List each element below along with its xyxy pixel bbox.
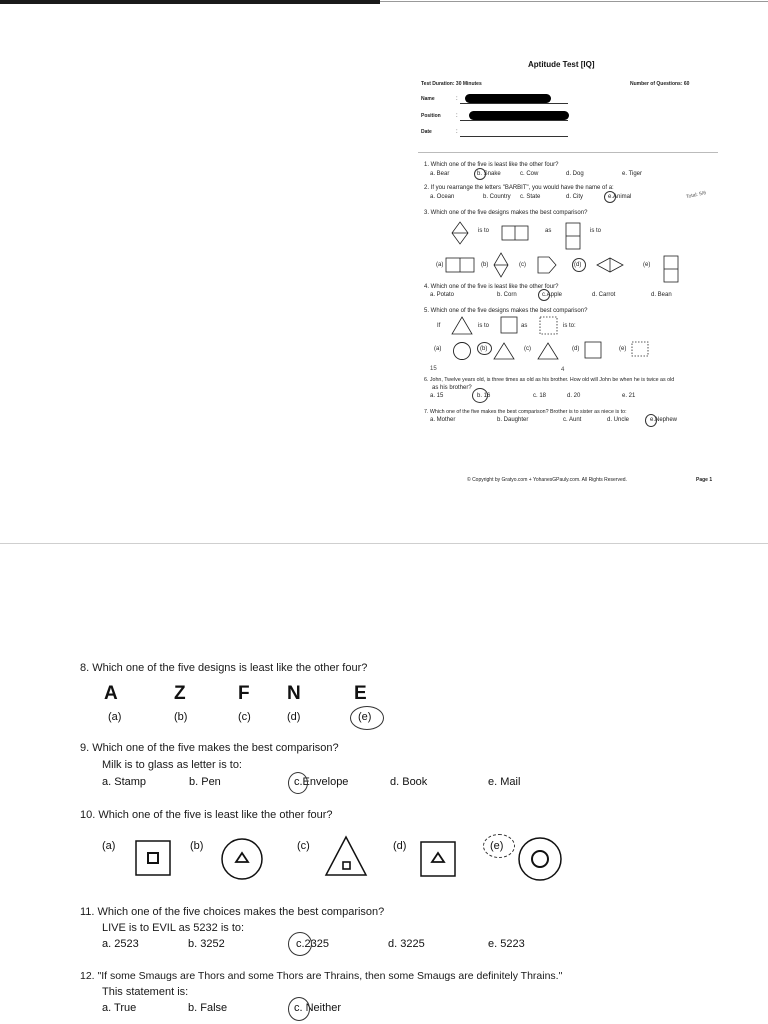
q10-option-b-circle-icon (221, 838, 263, 880)
q8-label-e[interactable]: (e) (358, 711, 372, 723)
q5-triangle-icon (452, 317, 472, 334)
q12-text: 12. "If some Smaugs are Thors and some Thors are Thrains, then some Smaugs are definitely Thrains." (80, 970, 563, 982)
q8-answer-circle (350, 706, 384, 730)
q3-label-d[interactable]: (d) (574, 262, 582, 268)
q6-option-b[interactable]: b. 16 (477, 393, 491, 399)
q8-label-c[interactable]: (c) (238, 711, 251, 723)
test-duration: Test Duration: 30 Minutes (421, 81, 482, 87)
name-line (460, 103, 568, 104)
q11-option-e[interactable]: e. 5223 (488, 938, 525, 950)
q5-label-e[interactable]: (e) (619, 346, 627, 352)
q6-option-c[interactable]: c. 18 (533, 393, 547, 399)
q5-text: 5. Which one of the five designs makes the best comparison? (424, 308, 588, 314)
q3-word-is-to-1: is to (478, 228, 490, 234)
q1-option-a[interactable]: a. Bear (430, 171, 450, 177)
q11-option-b[interactable]: b. 3252 (188, 938, 225, 950)
q2-option-e[interactable]: e.Animal (608, 194, 632, 200)
q9-answer-circle (288, 772, 308, 794)
redacted-name (465, 94, 551, 103)
q3-word-is-to-2: is to (590, 228, 602, 234)
q6-text-2: as his brother? (432, 385, 472, 391)
q3-option-d-shape (597, 258, 623, 272)
q10-option-d-square-icon (420, 841, 456, 877)
q5-label-d[interactable]: (d) (572, 346, 580, 352)
q10-label-a[interactable]: (a) (102, 840, 116, 852)
q2-option-a[interactable]: a. Ocean (430, 194, 455, 200)
q7-answer-circle (645, 414, 657, 427)
q1-answer-circle (474, 168, 486, 180)
q9-option-c[interactable]: c.Envelope (294, 776, 349, 788)
q1-option-e[interactable]: e. Tiger (622, 171, 643, 177)
position-label: Position (421, 113, 441, 119)
q2-text: 2. If you rearrange the letters "BARBIT", you would have the name of a: (424, 185, 614, 191)
q10-text: 10. Which one of the five is least like the other four? (80, 809, 333, 821)
q7-option-d[interactable]: d. Uncle (607, 417, 630, 423)
q1-option-d[interactable]: d. Dog (566, 171, 584, 177)
q8-label-d[interactable]: (d) (287, 711, 301, 723)
q4-option-b[interactable]: b. Corn (497, 292, 517, 298)
q5-word-if: If (437, 323, 441, 329)
q10-label-e[interactable]: (e) (490, 840, 504, 852)
q5-word-is-to-2: is to: (563, 323, 576, 329)
q8-label-b[interactable]: (b) (174, 711, 188, 723)
q3-double-rect-icon (502, 226, 528, 240)
q6-option-a[interactable]: a. 15 (430, 393, 444, 399)
q10-option-c-triangle-icon (325, 836, 367, 876)
q7-option-e[interactable]: e.Nephew (650, 417, 678, 423)
page-number: Page 1 (696, 477, 713, 483)
q3-option-a-shape (446, 258, 474, 272)
copyright-footer: © Copyright by Gratyo.com + YohanesGPauly.com. All Rights Reserved. (467, 477, 627, 483)
q1-option-c[interactable]: c. Cow (520, 171, 539, 177)
q4-answer-circle (538, 289, 550, 301)
q5-option-b-triangle-icon (494, 343, 514, 359)
q9-option-b[interactable]: b. Pen (189, 776, 221, 788)
q5-word-is-to-1: is to (478, 323, 490, 329)
q9-option-e[interactable]: e. Mail (488, 776, 521, 788)
number-of-questions: Number of Questions: 60 (630, 81, 690, 87)
q3-option-b-shape (494, 253, 508, 277)
q9-option-a[interactable]: a. Stamp (102, 776, 147, 788)
q6-option-d[interactable]: d. 20 (567, 393, 581, 399)
q4-text: 4. Which one of the five is least like the other four? (424, 284, 559, 290)
q10-label-c[interactable]: (c) (297, 840, 310, 852)
q8-letter-z: Z (174, 683, 186, 704)
q8-letter-n: N (287, 683, 301, 704)
q12-option-c[interactable]: c. Neither (294, 1002, 342, 1014)
q5-answer-circle (477, 342, 492, 355)
q3-answer-circle (572, 258, 586, 272)
q1-option-b[interactable]: b. Snake (477, 171, 501, 177)
q11-option-c[interactable]: c.2325 (296, 938, 330, 950)
q3-text: 3. Which one of the five designs makes the best comparison? (424, 210, 588, 216)
q11-option-a[interactable]: a. 2523 (102, 938, 139, 950)
q5-label-c[interactable]: (c) (524, 346, 531, 352)
q3-option-e-shape (664, 256, 678, 282)
q2-option-b[interactable]: b. Country (483, 194, 511, 200)
q6-scribble-right: 4 (561, 367, 565, 373)
q3-vertical-rect-icon (566, 223, 580, 249)
q10-label-b[interactable]: (b) (190, 840, 204, 852)
position-sep: : (456, 113, 458, 119)
q5-label-a[interactable]: (a) (434, 346, 442, 352)
q3-label-b[interactable]: (b) (481, 262, 489, 268)
q5-option-a-circle-icon (453, 342, 471, 360)
q12-answer-circle (288, 997, 310, 1021)
q2-option-c[interactable]: c. State (520, 194, 541, 200)
q7-option-a[interactable]: a. Mother (430, 417, 456, 423)
q8-letter-f: F (238, 683, 250, 704)
q4-option-e[interactable]: d. Bean (651, 292, 672, 298)
q7-option-c[interactable]: c. Aunt (563, 417, 582, 423)
q7-text: 7. Which one of the five makes the best comparison? Brother is to sister as niece is to: (424, 409, 627, 415)
date-sep: : (456, 129, 458, 135)
q11-text: 11. Which one of the five choices makes the best comparison? (80, 906, 385, 918)
page-separator (0, 543, 768, 544)
q3-word-as: as (545, 228, 552, 234)
q11-text-2: LIVE is to EVIL as 5232 is to: (102, 922, 245, 934)
q10-answer-circle (483, 834, 515, 858)
q4-option-a[interactable]: a. Potato (430, 292, 455, 298)
q3-diamond-icon (452, 222, 468, 244)
q6-text: 6. John, Twelve years old, is three times as old as his brother. How old will John be when he is twice as old (424, 377, 675, 383)
q9-option-d[interactable]: d. Book (390, 776, 428, 788)
q3-option-c-shape (538, 257, 556, 273)
q5-word-as: as (521, 323, 528, 329)
q12-option-b[interactable]: b. False (188, 1002, 228, 1014)
q11-option-d[interactable]: d. 3225 (388, 938, 425, 950)
page-two (0, 548, 768, 1024)
q8-letter-e: E (354, 683, 367, 704)
q10-option-a-square-icon (135, 840, 171, 876)
q9-text-2: Milk is to glass as letter is to: (102, 759, 242, 771)
name-sep: : (456, 96, 458, 102)
q5-option-c-triangle-icon (538, 343, 558, 359)
q6-scribble-left: 15 (430, 366, 437, 372)
q8-label-a[interactable]: (a) (108, 711, 122, 723)
page-title: Aptitude Test [IQ] (528, 60, 595, 69)
q2-option-d[interactable]: d. City (566, 194, 584, 200)
q10-label-d[interactable]: (d) (393, 840, 407, 852)
q4-option-d[interactable]: d. Carrot (592, 292, 616, 298)
q10-option-e-circle-icon (518, 837, 562, 881)
q12-text-2: This statement is: (102, 986, 189, 998)
q4-option-c[interactable]: c.Apple (542, 292, 563, 298)
q5-label-b[interactable]: (b) (480, 346, 488, 352)
handwritten-score: Total: 5/6 (685, 190, 707, 201)
q6-answer-circle (472, 388, 491, 403)
q7-option-b[interactable]: b. Daughter (497, 417, 529, 423)
q11-answer-circle (288, 932, 312, 956)
q5-dotted-square-icon (540, 317, 557, 334)
q5-square-icon (501, 317, 517, 333)
q5-option-e-dotted-icon (632, 342, 648, 356)
q3-label-e[interactable]: (e) (643, 262, 651, 268)
q3-label-a[interactable]: (a) (436, 262, 444, 268)
header-divider (418, 152, 718, 153)
name-label: Name (421, 96, 435, 102)
q5-option-d-square-icon (585, 342, 601, 358)
q6-option-e[interactable]: e. 21 (622, 393, 636, 399)
q12-option-a[interactable]: a. True (102, 1002, 137, 1014)
q8-text: 8. Which one of the five designs is least like the other four? (80, 662, 368, 674)
q3-label-c[interactable]: (c) (519, 262, 526, 268)
redacted-position (469, 111, 569, 120)
date-label: Date (421, 129, 432, 135)
q2-answer-circle (604, 191, 616, 203)
date-line (460, 136, 568, 137)
q1-text: 1. Which one of the five is least like the other four? (424, 162, 559, 168)
q9-text: 9. Which one of the five makes the best comparison? (80, 742, 339, 754)
q8-letter-a: A (104, 683, 118, 704)
position-line (460, 120, 568, 121)
